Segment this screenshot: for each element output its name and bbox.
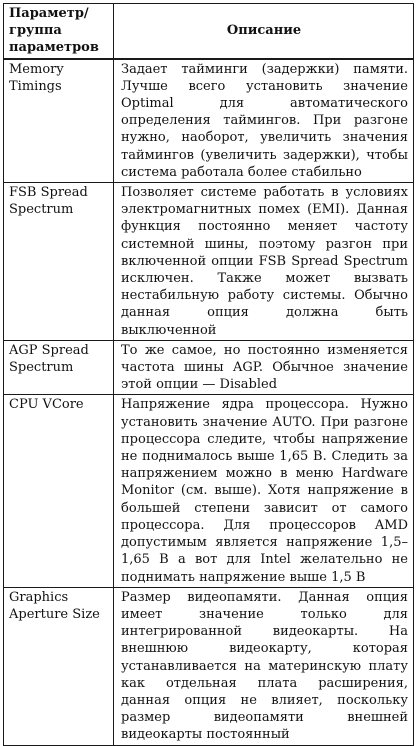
desc-cell: Позволяет системе работать в условиях электромагнитных помех (EMI). Данная функция постоянно меняет частоту системной шины, поэтому разгон при включенной опции FSB Spread Spectrum исключен. Также может вызвать нестабильную работу системы. Обычно данная опция должна быть выключенной: [114, 183, 414, 341]
param-cell: CPU VCore: [4, 395, 114, 587]
table-header: [4, 4, 414, 59]
table-row: [4, 395, 414, 587]
header-row: [4, 4, 414, 59]
table-row: [4, 340, 414, 395]
desc-cell: Размер видеопамяти. Данная опция имеет значение только для интегрированной видеокарты. На внешнюю видеокарту, которая устанавливается на материнскую плату как отдельная плата расширения, данная опция не влияет, поскольку размер видеопамяти внешней видеокарты постоянный: [114, 587, 414, 745]
table-row: [4, 183, 414, 341]
table-row: [4, 59, 414, 183]
table-body: [4, 59, 414, 745]
desc-cell: Напряжение ядра процессора. Нужно установить значение AUTO. При разгоне процессора следите, чтобы напряжение не поднималось выше 1,65 В. Следить за напряжением можно в меню Hardware Monitor (см. выше). Хотя напряжение в большей степени зависит от самого процессора. Для процессоров AMD допустимым является напряжение 1,5–1,65 В а вот для Intel желательно не поднимать напряжение выше 1,5 В: [114, 395, 414, 587]
table-row: [4, 587, 414, 745]
header-param: Параметр/ группа параметров: [4, 4, 114, 59]
param-cell: Graphics Aperture Size: [4, 587, 114, 745]
param-cell: FSB Spread Spectrum: [4, 183, 114, 341]
header-desc: Описание: [114, 4, 414, 59]
parameters-table: [3, 3, 414, 746]
param-cell: Memory Timings: [4, 59, 114, 183]
desc-cell: То же самое, но постоянно изменяется частота шины AGP. Обычное значение этой опции — Disabled: [114, 340, 414, 395]
param-cell: AGP Spread Spectrum: [4, 340, 114, 395]
desc-cell: Задает тайминги (задержки) памяти. Лучше всего установить значение Optimal для автоматического определения таймингов. При разгоне нужно, наоборот, увеличить значения таймингов (увеличить задержки), чтобы система работала более стабильно: [114, 59, 414, 183]
